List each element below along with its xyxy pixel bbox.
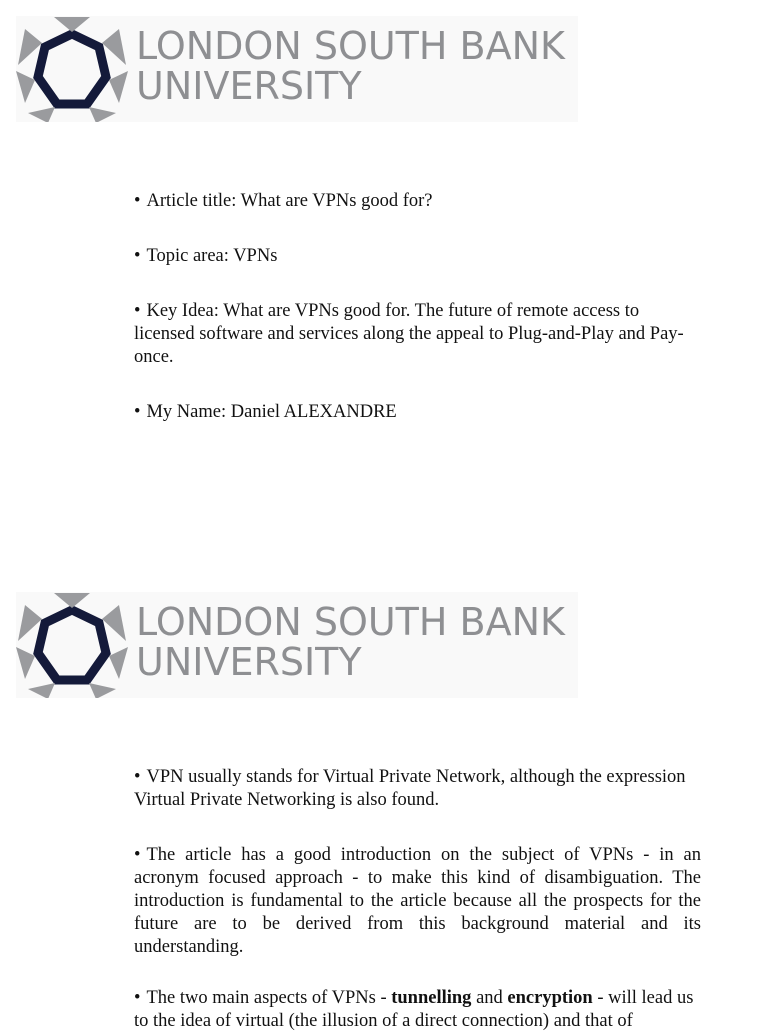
bullet-main-aspects: • The two main aspects of VPNs - tunnelling and encryption - will lead us to the idea of virtual (the illusion of a direct connection) and that of [134,988,694,1031]
university-logo [16,592,578,698]
bullet-topic-area: • Topic area: VPNs [134,246,278,266]
term-encryption: encryption [507,988,593,1008]
bullet-key-idea: • Key Idea: What are VPNs good for. The future of remote access to licensed software and services along the appeal to Plug-and-Play and Pay-once. [134,301,684,367]
logo-line-2: UNIVERSITY [136,640,362,684]
bullet-list [134,190,701,424]
bullet-article-title: • Article title: What are VPNs good for? [134,191,433,211]
bullet-vpn-definition: • VPN usually stands for Virtual Private Network, although the expression Virtual Private Networking is also found. [134,767,686,810]
term-tunnelling: tunnelling [391,988,472,1008]
university-emblem-icon [16,16,128,122]
bullet-my-name: • My Name: Daniel ALEXANDRE [134,402,397,422]
logo-line-1: LONDON SOUTH BANK [136,24,565,68]
logo-line-1: LONDON SOUTH BANK [136,600,565,644]
bullet-article-introduction: • The article has a good introduction on the subject of VPNs - in an acronym focused approach - to make this kind of disambiguation. The introduction is fundamental to the article because all the prospects for the future are to be derived from this background material and its understanding. [134,845,701,957]
university-logo [16,16,578,122]
logo-line-2: UNIVERSITY [136,64,362,108]
bullet-list [134,766,710,1033]
university-emblem-icon [16,592,128,698]
slide-2 [0,576,768,1031]
